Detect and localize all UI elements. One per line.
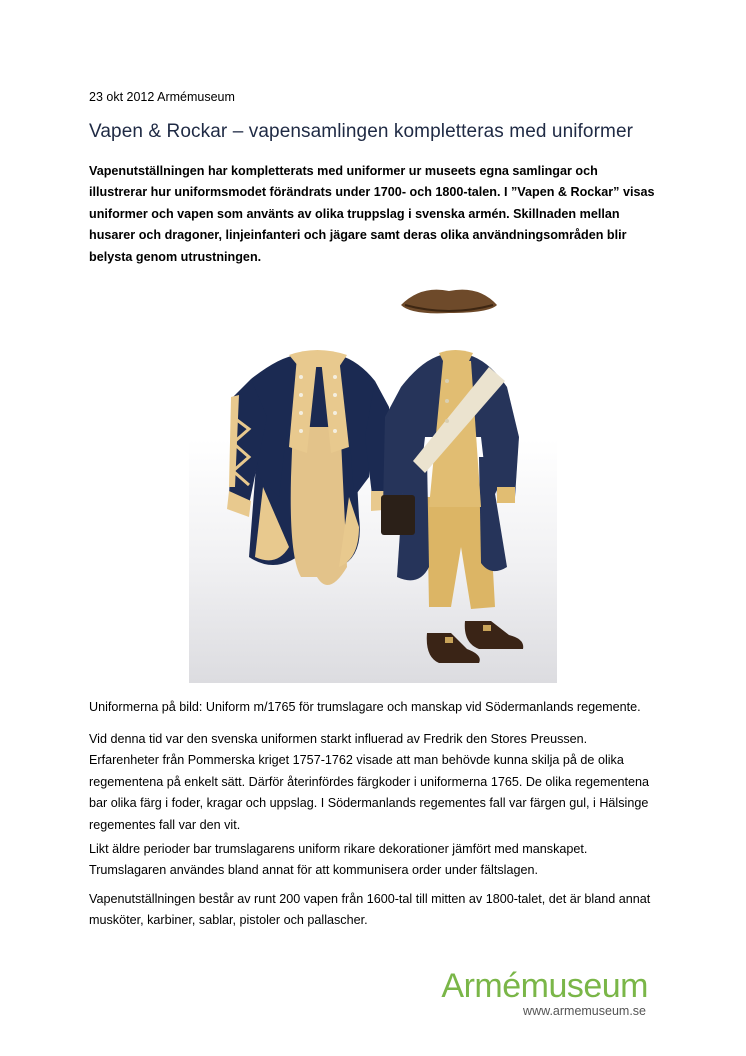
body-paragraph: Vapenutställningen består av runt 200 vapen från 1600-tal till mitten av 1800-talet, det är bland annat musköter, karbiner, sablar, pistoler och pallascher.	[89, 892, 651, 928]
date-line: 23 okt 2012 Armémuseum	[89, 90, 235, 104]
lead-paragraph: Vapenutställningen har kompletterats med uniformer ur museets egna samlingar och illustrerar hur uniformsmodet förändrats under 1700- och 1800-talen. I ”Vapen & Rockar” visas uniformer och vapen som använts av olika truppslag i svenska armén. Skillnaden mellan husarer och dragoner, linjeinfanteri och jägare samt deras olika användningsområden blir belysta genom utrustningen.	[89, 164, 655, 264]
shoes	[427, 621, 523, 663]
page-title: Vapen & Rockar – vapensamlingen kompletteras med uniformer	[89, 121, 634, 142]
armemuseum-logo	[428, 966, 648, 1026]
uniforms-illustration	[189, 277, 557, 683]
body-paragraph: Likt äldre perioder bar trumslagarens uniform rikare dekorationer jämfört med manskapet. Trumslagaren användes bland annat för att kommunisera order under fältslagen.	[89, 842, 588, 878]
private-coat	[381, 350, 519, 609]
uniform-photo	[189, 277, 557, 683]
drummer-coat	[227, 350, 395, 585]
tricorn-hat	[401, 290, 497, 314]
logo-wordmark: Armémuseum	[441, 967, 648, 1005]
logo-url[interactable]: www.armemuseum.se	[523, 1004, 646, 1018]
body-paragraph: Vid denna tid var den svenska uniformen starkt influerad av Fredrik den Stores Preussen. Erfarenheter från Pommerska kriget 1757-1762 visade att man behövde kunna skilja på de olika regementena på enkelt sätt. Därför återinfördes färgkoder i uniformerna 1765. De olika regementena bar olika färg i foder, kragar och uppslag. I Södermanlands regementes fall var färgen gul, i Hälsinge regementes fall var den vit.	[89, 732, 650, 832]
photo-caption: Uniformerna på bild: Uniform m/1765 för trumslagare och manskap vid Södermanlands regemente.	[89, 700, 641, 714]
